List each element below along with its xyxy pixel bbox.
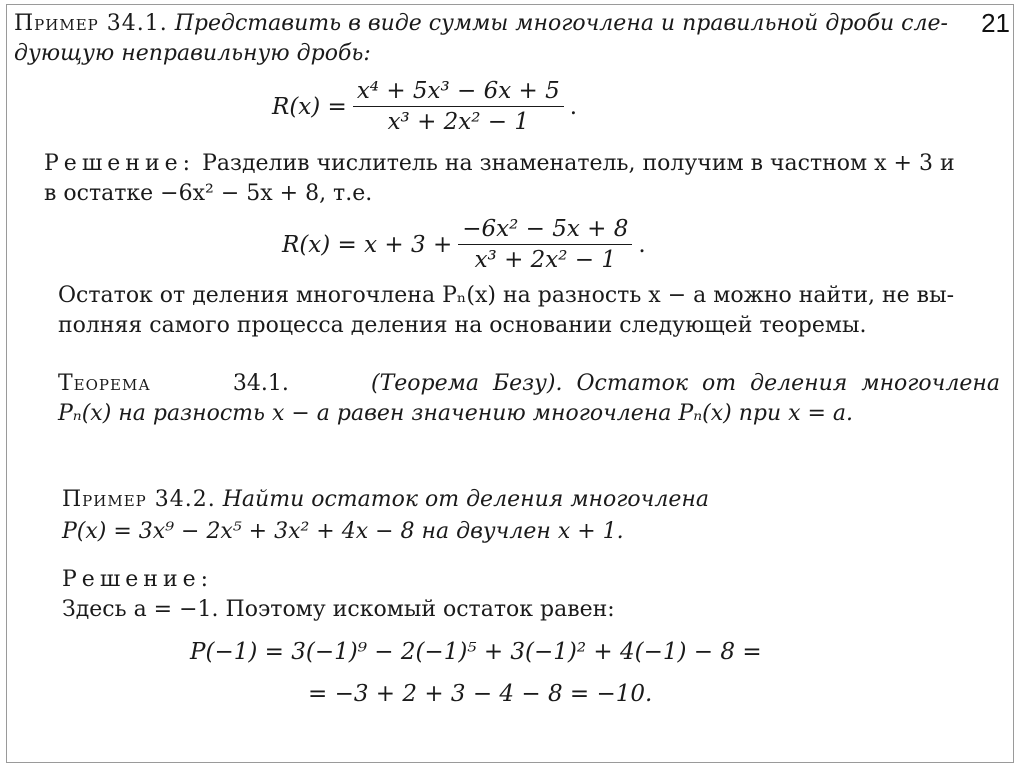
solution-2-formula-line-2: = −3 + 2 + 3 − 4 − 8 = −10. [308, 681, 653, 707]
formula-end: . [569, 93, 578, 120]
solution-2-text-a: Здесь a = −1. Поэтому искомый остаток равен: [62, 597, 615, 622]
solution-1-text-b: в остатке −6x² − 5x + 8, т.е. [44, 181, 373, 206]
solution-1-text-a: Разделив числитель на знаменатель, получим в частном x + 3 и [202, 151, 955, 176]
example-1-formula [272, 78, 577, 135]
example-2-text-a: Найти остаток от деления многочлена [222, 487, 709, 512]
example-1-text-b: дующую неправильную дробь: [14, 41, 371, 66]
example-2-heading: Пример 34.2. [62, 487, 216, 512]
theorem-line-2: Pₙ(x) на разность x − a равен значению многочлена Pₙ(x) при x = a. [58, 401, 854, 426]
theorem-label: Теорема [58, 371, 151, 396]
example-2-line-1 [62, 486, 709, 514]
example-1-text-a: Представить в виде суммы многочлена и правильной дроби сле- [174, 11, 948, 36]
solution-1-formula [282, 216, 646, 273]
formula-end: . [638, 231, 646, 258]
theorem-number: 34.1. [232, 371, 289, 396]
theorem-text-a: (Теорема Безу). Остаток от деления многочлена [370, 371, 1000, 396]
example-2-text-b: P(x) = 3x⁹ − 2x⁵ + 3x² + 4x − 8 на двучлен x + 1. [62, 519, 624, 544]
theorem-line-1 [58, 370, 1000, 398]
fraction [353, 78, 564, 135]
remainder-text-line-1: Остаток от деления многочлена Pₙ(x) на разность x − a можно найти, не вы- [58, 283, 955, 308]
formula-lhs: R(x) = [272, 93, 347, 120]
fraction-denominator: x³ + 2x² − 1 [474, 247, 616, 273]
formula-lhs: R(x) = x + 3 + [282, 231, 453, 258]
fraction-denominator: x³ + 2x² − 1 [387, 109, 530, 135]
solution-2-formula-line-1: P(−1) = 3(−1)⁹ − 2(−1)⁵ + 3(−1)² + 4(−1) − 8 = [190, 639, 762, 665]
example-1-heading: Пример 34.1. [14, 11, 168, 36]
fraction-numerator: x⁴ + 5x³ − 6x + 5 [353, 78, 564, 107]
fraction [458, 216, 632, 273]
solution-1-line-1 [44, 150, 955, 178]
example-1-line-1 [14, 10, 948, 38]
solution-2-label: Решение: [62, 567, 214, 592]
solution-1-label: Решение: [44, 151, 196, 176]
remainder-text-line-2: полняя самого процесса деления на основании следующей теоремы. [58, 313, 867, 338]
fraction-numerator: −6x² − 5x + 8 [458, 216, 632, 245]
page-number: 21 [981, 8, 1010, 38]
